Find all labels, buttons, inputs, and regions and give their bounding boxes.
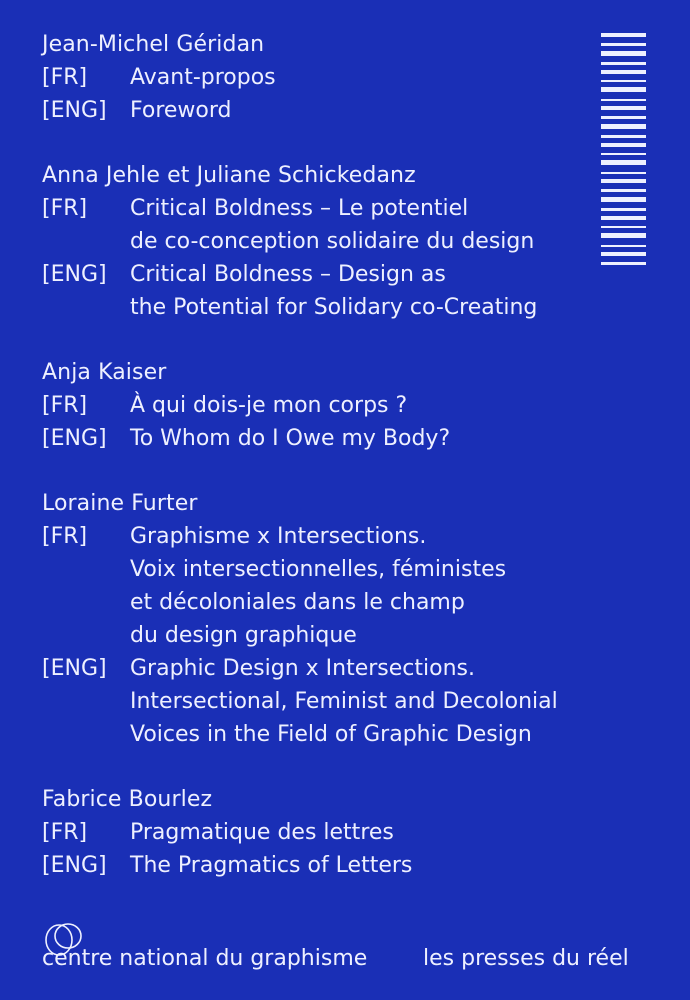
essay-title-line: Foreword (130, 98, 232, 123)
essay-title-line: et décoloniales dans le champ (130, 590, 465, 615)
barcode-bar (601, 179, 646, 183)
contents-entry (42, 783, 602, 882)
language-tag: [FR] (42, 820, 88, 845)
barcode-bar (601, 70, 646, 74)
essay-title-line: Voix intersectionnelles, féministes (130, 557, 507, 582)
barcode-bar (601, 99, 646, 101)
language-tag: [FR] (42, 393, 88, 418)
barcode-bar (601, 233, 646, 238)
language-tag: [FR] (42, 65, 88, 90)
contents-row (42, 816, 602, 849)
essay-title (130, 61, 276, 94)
barcode-bar (601, 252, 646, 256)
barcode-bar (601, 197, 646, 202)
essay-title-line: the Potential for Solidary co-Creating (130, 295, 538, 320)
essay-title (130, 520, 506, 652)
essay-title-line: Voices in the Field of Graphic Design (130, 722, 532, 747)
essay-title (130, 192, 534, 258)
language-tag: [ENG] (42, 98, 107, 123)
language-tag: [ENG] (42, 426, 107, 451)
author-name: Anna Jehle et Juliane Schickedanz (42, 163, 416, 188)
essay-title-line: de co-conception solidaire du design (130, 229, 535, 254)
barcode-bar (601, 62, 646, 65)
barcode-bar (601, 153, 646, 155)
barcode-bar (601, 143, 646, 147)
table-of-contents (42, 28, 602, 914)
author-name: Loraine Furter (42, 491, 198, 516)
essay-title (130, 816, 394, 849)
barcode-bar (601, 51, 646, 56)
essay-title (130, 652, 558, 751)
barcode-bar (601, 135, 646, 138)
contents-row (42, 258, 602, 324)
contents-entry (42, 159, 602, 324)
author-name: Anja Kaiser (42, 360, 167, 385)
barcode-bar (601, 87, 646, 92)
essay-title (130, 258, 537, 324)
barcode-bar (601, 116, 646, 119)
essay-title-line: To Whom do I Owe my Body? (130, 426, 451, 451)
contents-row (42, 94, 602, 127)
essay-title-line: Graphic Design x Intersections. (130, 656, 475, 681)
essay-title-line: Critical Boldness – Design as (130, 262, 446, 287)
barcode-bar (601, 124, 646, 129)
contents-entry (42, 356, 602, 455)
barcode-bar (601, 262, 646, 265)
essay-title-line: À qui dois-je mon corps ? (130, 393, 408, 418)
contents-row (42, 192, 602, 258)
language-tag: [ENG] (42, 262, 107, 287)
barcode-bar (601, 106, 646, 110)
essay-title (130, 849, 412, 882)
barcode-bar (601, 33, 646, 37)
language-tag: [FR] (42, 524, 88, 549)
essay-title-line: The Pragmatics of Letters (130, 853, 413, 878)
language-tag: [ENG] (42, 853, 107, 878)
essay-title (130, 389, 407, 422)
contents-row (42, 849, 602, 882)
barcode-graphic (601, 33, 646, 319)
barcode-bar (601, 208, 646, 211)
essay-title-line: du design graphique (130, 623, 357, 648)
barcode-bar (601, 189, 646, 192)
contents-row (42, 520, 602, 652)
barcode-bar (601, 172, 646, 174)
essay-title-line: Intersectional, Feminist and Decolonial (130, 689, 558, 714)
contents-entry (42, 487, 602, 751)
essay-title-line: Critical Boldness – Le potentiel (130, 196, 469, 221)
barcode-bar (601, 226, 646, 228)
contents-row (42, 652, 602, 751)
language-tag: [FR] (42, 196, 88, 221)
essay-title-line: Avant-propos (130, 65, 276, 90)
barcode-bar (601, 80, 646, 82)
publisher-presses-du-reel: les presses du réel (423, 946, 629, 971)
essay-title (130, 94, 232, 127)
publisher-cng: centre national du graphisme (42, 946, 368, 971)
barcode-bar (601, 43, 646, 46)
barcode-bar (601, 160, 646, 165)
author-name: Jean-Michel Géridan (42, 32, 265, 57)
footer (42, 920, 652, 980)
barcode-bar (601, 245, 646, 247)
language-tag: [ENG] (42, 656, 107, 681)
barcode-bar (601, 216, 646, 220)
contents-row (42, 389, 602, 422)
essay-title-line: Pragmatique des lettres (130, 820, 394, 845)
essay-title-line: Graphisme x Intersections. (130, 524, 427, 549)
essay-title (130, 422, 450, 455)
author-name: Fabrice Bourlez (42, 787, 213, 812)
contents-row (42, 422, 602, 455)
contents-entry (42, 28, 602, 127)
contents-row (42, 61, 602, 94)
